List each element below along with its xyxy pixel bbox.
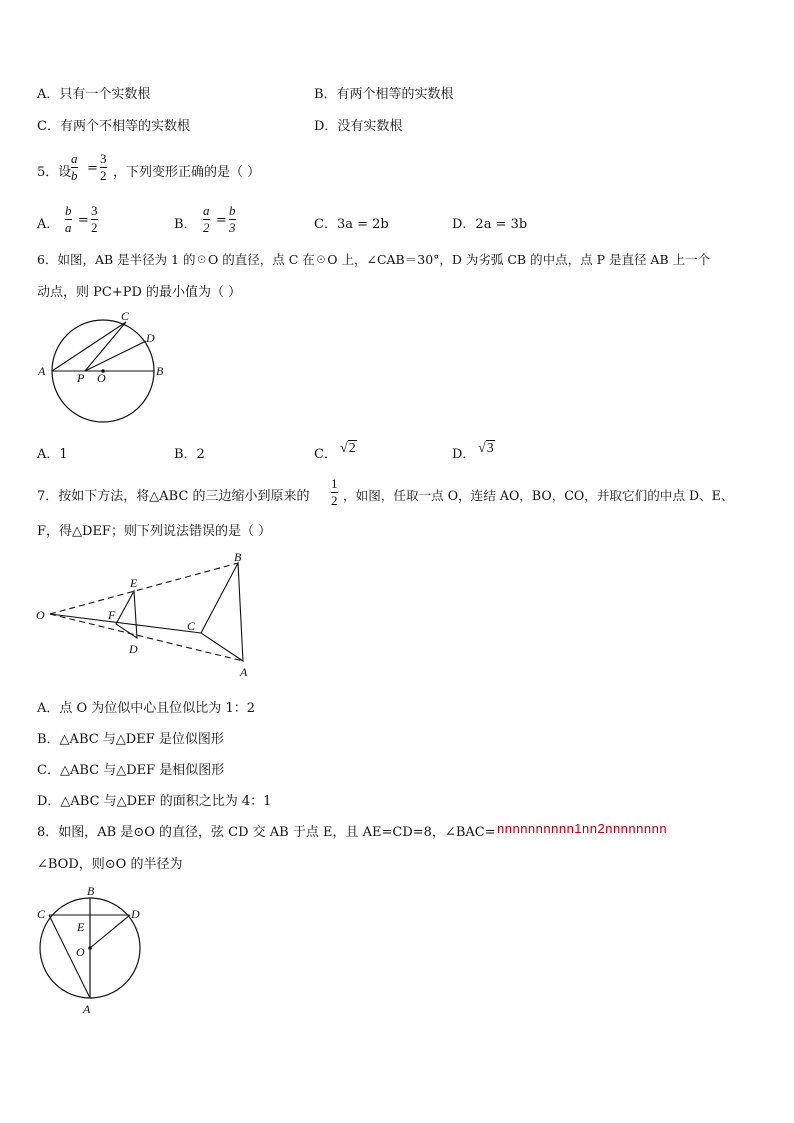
- q5-prefix: 5．设: [37, 165, 72, 180]
- q6-option-a: A．1: [37, 447, 68, 462]
- q5-option-b-equals: =: [216, 213, 227, 228]
- q5-option-d: D．2a = 3b: [452, 217, 528, 232]
- q6-option-b: B．2: [174, 447, 205, 462]
- q7-line1-b: ，如图，任取一点 O，连结 AO，BO，CO，并取它们的中点 D、E、: [343, 488, 734, 503]
- q5-frac-num: a: [71, 151, 78, 166]
- frac-den: 2: [91, 220, 98, 235]
- chord-ac: [52, 322, 126, 371]
- q6-option-c-label: C．: [314, 447, 337, 462]
- q5-rhs-den: 2: [100, 168, 107, 183]
- q8-circle-diagram: [30, 880, 160, 1015]
- q5-option-a-label: A．: [37, 217, 60, 232]
- label-a: A: [83, 1002, 91, 1015]
- segment-pd: [85, 341, 146, 371]
- label-b: B: [156, 364, 164, 378]
- q6-option-c-sqrt: √2: [340, 441, 356, 456]
- q7-line2: F，得△DEF；则下列说法错误的是（ ）: [37, 524, 272, 539]
- q8-garbled-text: nnnnnnnnnn1nn2nnnnnnnn: [497, 821, 668, 836]
- q7-homothety-diagram: [30, 548, 260, 678]
- q7-option-d: D．△ABC 与△DEF 的面积之比为 4：1: [37, 794, 272, 809]
- q5-option-a-frac1: [65, 204, 72, 235]
- label-p: P: [77, 371, 85, 385]
- q8-line1: 8．如图，AB 是⊙O 的直径，弦 CD 交 AB 于点 E，且 AE=CD=8，∠BAC=: [37, 825, 496, 840]
- q7-option-a: A．点 O 为位似中心且位似比为 1：2: [37, 701, 255, 716]
- q5-option-b-label: B．: [174, 217, 197, 232]
- label-b: B: [87, 884, 95, 898]
- q5-fraction-a-over-b: [71, 152, 78, 183]
- frac-num: b: [65, 203, 72, 218]
- q4-option-a: A．只有一个实数根: [37, 87, 151, 102]
- radicand: 3: [486, 441, 494, 456]
- triangle-abc: [201, 563, 243, 661]
- dashed-ob: [50, 563, 238, 614]
- q5-equals: =: [87, 161, 98, 176]
- label-c: C: [37, 907, 46, 921]
- label-o: O: [36, 608, 45, 622]
- label-d: D: [129, 642, 138, 656]
- label-a: A: [240, 665, 248, 678]
- label-e: E: [77, 920, 85, 934]
- q6-line1: 6．如图，AB 是半径为 1 的☉O 的直径，点 C 在☉O 上，∠CAB＝30°，D 为劣弧 CB 的中点，点 P 是直径 AB 上一个: [37, 252, 711, 267]
- q5-fraction-3-over-2: [100, 152, 107, 183]
- frac-num: 3: [91, 203, 98, 218]
- q4-option-d: D．没有实数根: [314, 119, 403, 134]
- label-o: O: [76, 945, 85, 959]
- frac-den: 2: [331, 493, 338, 508]
- label-e: E: [130, 576, 138, 590]
- q5-option-a-frac2: [91, 204, 98, 235]
- frac-num: a: [203, 203, 210, 218]
- q5-option-c: C．3a = 2b: [314, 217, 389, 232]
- label-f: F: [108, 608, 116, 622]
- q6-option-d-sqrt: √3: [478, 441, 494, 456]
- label-d: D: [146, 331, 155, 345]
- frac-num: b: [229, 203, 236, 218]
- label-a: A: [38, 364, 46, 378]
- frac-den: a: [65, 220, 72, 235]
- frac-den: 2: [203, 220, 210, 235]
- q5-frac-den: b: [71, 168, 78, 183]
- q4-option-b: B．有两个相等的实数根: [314, 87, 454, 102]
- label-d: D: [131, 907, 140, 921]
- q7-line1-a: 7．按如下方法，将△ABC 的三边缩小到原来的: [37, 489, 310, 504]
- label-o: O: [97, 371, 106, 385]
- q5-option-b-frac2: [229, 204, 236, 235]
- segment-pc: [85, 322, 126, 371]
- q5-option-a-equals: =: [78, 213, 89, 228]
- q5-suffix: ，下列变形正确的是（ ）: [113, 165, 261, 180]
- frac-num: 1: [331, 476, 338, 491]
- label-c: C: [121, 309, 130, 323]
- label-b: B: [234, 550, 242, 564]
- q6-line2: 动点，则 PC+PD 的最小值为（ ）: [37, 285, 242, 300]
- frac-den: 3: [229, 220, 236, 235]
- q6-circle-diagram: [30, 305, 170, 425]
- q7-option-b: B．△ABC 与△DEF 是位似图形: [37, 732, 224, 747]
- q5-rhs-num: 3: [100, 151, 107, 166]
- q8-line2: ∠BOD，则⊙O 的半径为: [37, 857, 183, 872]
- q6-option-d-label: D．: [452, 447, 476, 462]
- q7-fraction-half: [331, 477, 338, 508]
- q7-option-c: C．△ABC 与△DEF 是相似图形: [37, 763, 225, 778]
- dashed-oa: [50, 614, 243, 661]
- q4-option-c: C．有两个不相等的实数根: [37, 119, 190, 134]
- radicand: 2: [348, 441, 356, 456]
- segment-od: [90, 915, 130, 948]
- center-point: [88, 946, 92, 950]
- q5-option-b-frac1: [203, 204, 210, 235]
- label-c: C: [187, 619, 196, 633]
